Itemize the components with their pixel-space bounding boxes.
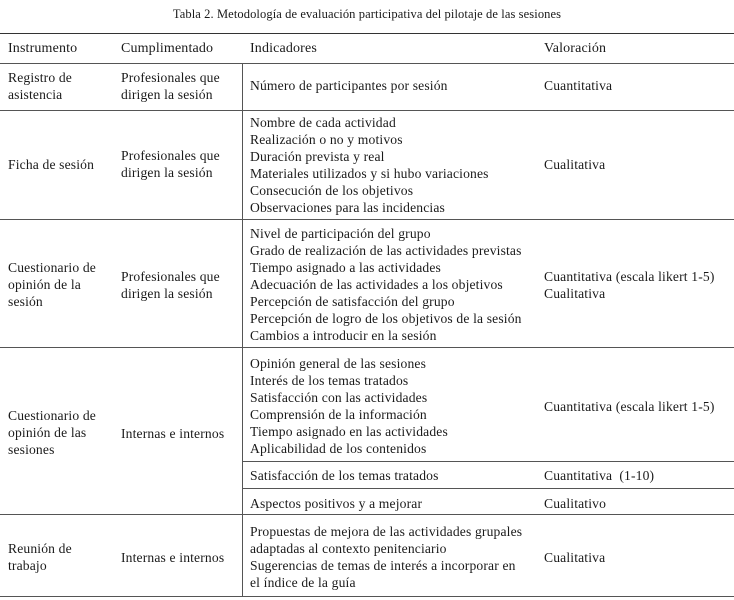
indicador-line: Opinión general de las sesiones	[250, 356, 427, 371]
instrumento-line: opinión de la	[8, 277, 81, 292]
valoracion-line: Cuantitativa (1-10)	[544, 468, 655, 483]
instrumento-line: asistencia	[8, 87, 63, 102]
indicador-line: Realización o no y motivos	[250, 132, 403, 147]
indicador-line: Satisfacción de los temas tratados	[250, 468, 439, 483]
indicador-line: el índice de la guía	[250, 575, 356, 590]
valoracion-line: Cualitativa	[544, 157, 606, 172]
cumplimentado-line: dirigen la sesión	[121, 165, 213, 180]
instrumento-line: Ficha de sesión	[8, 157, 95, 172]
instrumento-line: trabajo	[8, 558, 47, 573]
instrumento-line: opinión de las	[8, 425, 87, 440]
indicador-line: Nombre de cada actividad	[250, 115, 396, 130]
table-caption: Tabla 2. Metodología de evaluación participativa del pilotaje de las sesiones	[172, 7, 562, 21]
indicador-line: Interés de los temas tratados	[250, 373, 409, 388]
cumplimentado-line: Internas e internos	[121, 426, 225, 441]
cumplimentado-line: Profesionales que	[121, 148, 220, 163]
indicador-line: Percepción de satisfacción del grupo	[250, 294, 455, 309]
header-valoracion: Valoración	[544, 41, 607, 56]
cumplimentado-line: dirigen la sesión	[121, 286, 213, 301]
indicador-line: Aspectos positivos y a mejorar	[250, 496, 423, 511]
instrumento-line: sesiones	[8, 442, 55, 457]
indicador-line: Nivel de participación del grupo	[250, 226, 431, 241]
header-indicadores: Indicadores	[250, 41, 317, 56]
indicador-line: Número de participantes por sesión	[250, 78, 448, 93]
header-cumplimentado: Cumplimentado	[121, 41, 214, 56]
sub-row-rule	[242, 461, 734, 462]
indicador-line: Adecuación de las actividades a los objetivos	[250, 277, 503, 292]
indicador-line: adaptadas al contexto penitenciario	[250, 541, 447, 556]
indicador-line: Sugerencias de temas de interés a incorporar en	[250, 558, 516, 573]
indicador-line: Satisfacción con las actividades	[250, 390, 428, 405]
indicador-line: Grado de realización de las actividades previstas	[250, 243, 522, 258]
row-rule	[0, 347, 734, 348]
indicador-line: Consecución de los objetivos	[250, 183, 414, 198]
cumplimentado-line: Internas e internos	[121, 550, 225, 565]
sub-row-rule	[242, 488, 734, 489]
row-rule	[0, 110, 734, 111]
indicador-line: Cambios a introducir en la sesión	[250, 328, 437, 343]
instrumento-line: Cuestionario de	[8, 408, 96, 423]
indicador-line: Percepción de logro de los objetivos de la sesión	[250, 311, 522, 326]
valoracion-line: Cualitativo	[544, 496, 607, 511]
instrumento-line: Registro de	[8, 70, 72, 85]
indicador-line: Materiales utilizados y si hubo variaciones	[250, 166, 489, 181]
valoracion-line: Cuantitativa	[544, 78, 613, 93]
valoracion-line: Cualitativa	[544, 286, 606, 301]
instrumento-line: Reunión de	[8, 541, 72, 556]
indicador-line: Tiempo asignado a las actividades	[250, 260, 441, 275]
indicador-line: Propuestas de mejora de las actividades grupales	[250, 524, 523, 539]
row-rule	[0, 514, 734, 515]
indicador-line: Comprensión de la información	[250, 407, 427, 422]
header-rule	[0, 63, 734, 64]
cumplimentado-line: Profesionales que	[121, 70, 220, 85]
instrumento-line: sesión	[8, 294, 43, 309]
cumplimentado-line: Profesionales que	[121, 269, 220, 284]
table-top-rule	[0, 33, 734, 34]
cumplimentado-line: dirigen la sesión	[121, 87, 213, 102]
row-rule	[0, 219, 734, 220]
valoracion-line: Cuantitativa (escala likert 1-5)	[544, 399, 715, 414]
table-bottom-rule	[0, 596, 734, 597]
indicador-line: Observaciones para las incidencias	[250, 200, 445, 215]
indicador-line: Aplicabilidad de los contenidos	[250, 441, 427, 456]
valoracion-line: Cualitativa	[544, 550, 606, 565]
header-instrumento: Instrumento	[8, 41, 78, 56]
column-separator	[242, 63, 243, 596]
indicador-line: Tiempo asignado en las actividades	[250, 424, 448, 439]
instrumento-line: Cuestionario de	[8, 260, 96, 275]
indicador-line: Duración prevista y real	[250, 149, 385, 164]
valoracion-line: Cuantitativa (escala likert 1-5)	[544, 269, 715, 284]
